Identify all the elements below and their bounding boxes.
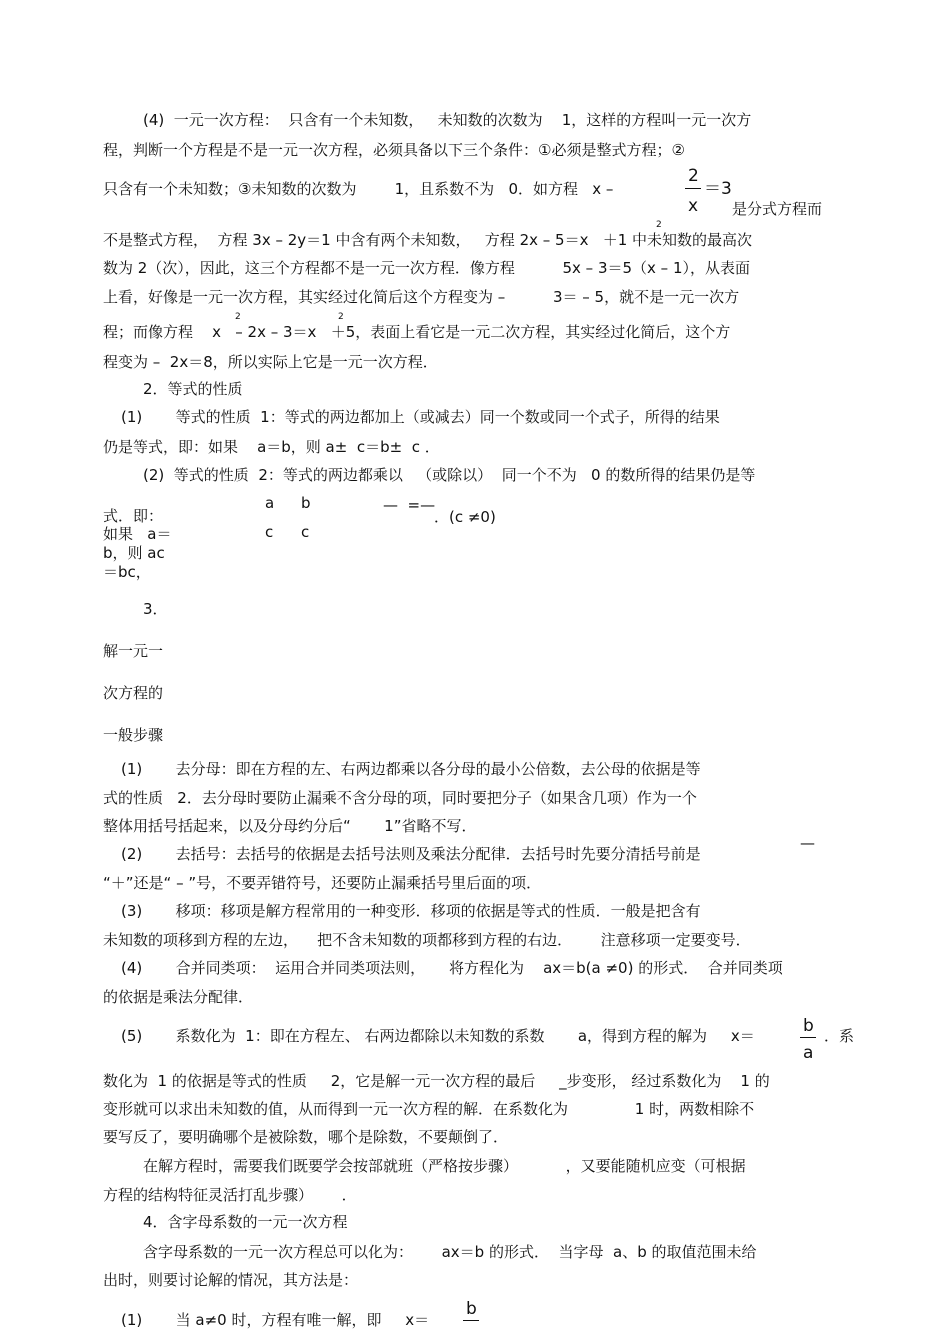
para-linear-equation-line1: (4) 一元一次方程： 只含有一个未知数， 未知数的次数为 1，这样的方程叫一元一次方 [143,111,752,129]
step5-line1: (5) 系数化为 1：即在方程左、 右两边都除以未知数的系数 a，得到方程的解为 x＝ [121,1027,755,1045]
property2-text2: 如果 a＝ [103,525,172,543]
property2-text1: 式．即： [103,507,164,525]
literal-coeff-line1: 含字母系数的一元一次方程总可以化为： ax＝b 的形式． 当字母 a、b 的取值范围未给 [143,1243,757,1261]
step5-line1-tail: ．系 [824,1027,855,1045]
step1-line1: (1) 去分母：即在方程的左、右两边都乘以各分母的最小公倍数，去公母的依据是等 [121,760,701,778]
step4-line2: 的依据是乘法分配律． [103,988,254,1006]
fraction-c-denominator: c [265,523,274,541]
case1-line: (1) 当 a≠0 时，方程有唯一解，即 x＝ [121,1311,430,1329]
fraction-c-denominator: c [301,523,310,541]
fraction-numerator: 2 [688,166,699,186]
property2-text3: b，则 ac [103,544,165,562]
fraction-denominator: x [688,196,699,216]
section-title-literal-coefficients: 4．含字母系数的一元一次方程 [143,1213,348,1231]
stray-dash-mark: — [800,834,815,852]
para-linear-equation-line8: 程变为 – 2x＝8，所以实际上它是一元一次方程． [103,353,438,371]
para-linear-equation-line3: 只含有一个未知数；③未知数的次数为 1，且系数不为 0．如方程 x – [103,180,614,198]
section-title-part2: 次方程的 [103,684,164,702]
property1-line1: (1) 等式的性质 1：等式的两边都加上（或减去）同一个数或同一个式子，所得的结果 [121,408,720,426]
superscript: 2 [338,312,344,322]
solving-advice-line1: 在解方程时，需要我们既要学会按部就班（严格按步骤） ，又要能随机应变（可根据 [143,1157,746,1175]
section-number-3: 3． [143,600,168,618]
para-linear-equation-line2: 程，判断一个方程是不是一元一次方程，必须具备以下三个条件：①必须是整式方程；② [103,141,685,159]
section-title-equality-properties: 2．等式的性质 [143,380,243,398]
fraction-b-over-a-numerator: b [803,1016,814,1036]
fraction-dash-marks: — =— [383,496,436,514]
nonzero-condition: ．(c ≠0) [434,508,496,526]
property1-line2: 仍是等式，即：如果 a＝b，则 a± c＝b± c ． [103,438,440,456]
step1-line3: 整体用括号括起来，以及分母约分后“ 1”省略不写． [103,817,477,835]
fraction-bar [800,1037,816,1038]
property2-line1: (2) 等式的性质 2：等式的两边都乘以 （或除以） 同一个不为 0 的数所得的结果仍是等 [143,466,756,484]
fraction-bar [685,188,701,189]
literal-coeff-line2: 出时，则要讨论解的情况，其方法是： [103,1271,359,1289]
fraction-bar [463,1320,479,1321]
para-linear-equation-line4: 不是整式方程， 方程 3x – 2y＝1 中含有两个未知数， 方程 2x – 5＝x ＋1 中未知数的最高次 [103,231,753,249]
para-linear-equation-line6: 上看，好像是一元一次方程，其实经过化简后这个方程变为 – 3＝ – 5，就不是一元一次方 [103,288,740,306]
step2-line2: “＋”还是“ – ”号，不要弄错符号，还要防止漏乘括号里后面的项． [103,874,542,892]
step5-line2: 数化为 1 的依据是等式的性质 2，它是解一元一次方程的最后 _步变形， 经过系数化为 1 的 [103,1072,770,1090]
step5-line4: 要写反了，要明确哪个是被除数，哪个是除数，不要颠倒了． [103,1128,509,1146]
para-linear-equation-line3-tail: 是分式方程而 [732,200,823,218]
step5-line3: 变形就可以求出未知数的值，从而得到一元一次方程的解．在系数化为 1 时，两数相除不 [103,1100,755,1118]
para-linear-equation-line5: 数为 2（次），因此，这三个方程都不是一元一次方程．像方程 5x – 3＝5（x – 1），从表面 [103,259,750,277]
fraction-a-numerator: a [265,494,275,512]
solving-advice-line2: 方程的结构特征灵活打乱步骤） ． [103,1186,357,1204]
equation-rhs: ＝3 [704,179,732,199]
property2-text4: ＝bc， [103,563,151,581]
fraction-b-over-a-denominator: a [803,1043,814,1063]
superscript: 2 [235,312,241,322]
step1-line2: 式的性质 2．去分母时要防止漏乘不含分母的项，同时要把分子（如果含几项）作为一个 [103,789,697,807]
step2-line1: (2) 去括号：去括号的依据是去括号法则及乘法分配律．去括号时先要分清括号前是 [121,845,701,863]
section-title-part1: 解一元一 [103,642,164,660]
fraction-b-numerator: b [301,494,311,512]
step3-line2: 未知数的项移到方程的左边， 把不含未知数的项都移到方程的右边． 注意移项一定要变号． [103,931,751,949]
superscript: 2 [656,220,662,230]
para-linear-equation-line7: 程；而像方程 x – 2x – 3＝x ＋5，表面上看它是一元二次方程，其实经过化简后，这个方 [103,323,731,341]
case1-fraction-numerator: b [466,1299,477,1319]
section-title-part3: 一般步骤 [103,726,164,744]
step4-line1: (4) 合并同类项： 运用合并同类项法则， 将方程化为 ax＝b(a ≠0) 的形式． 合并同类项 [121,959,783,977]
step3-line1: (3) 移项：移项是解方程常用的一种变形．移项的依据是等式的性质．一般是把含有 [121,902,701,920]
